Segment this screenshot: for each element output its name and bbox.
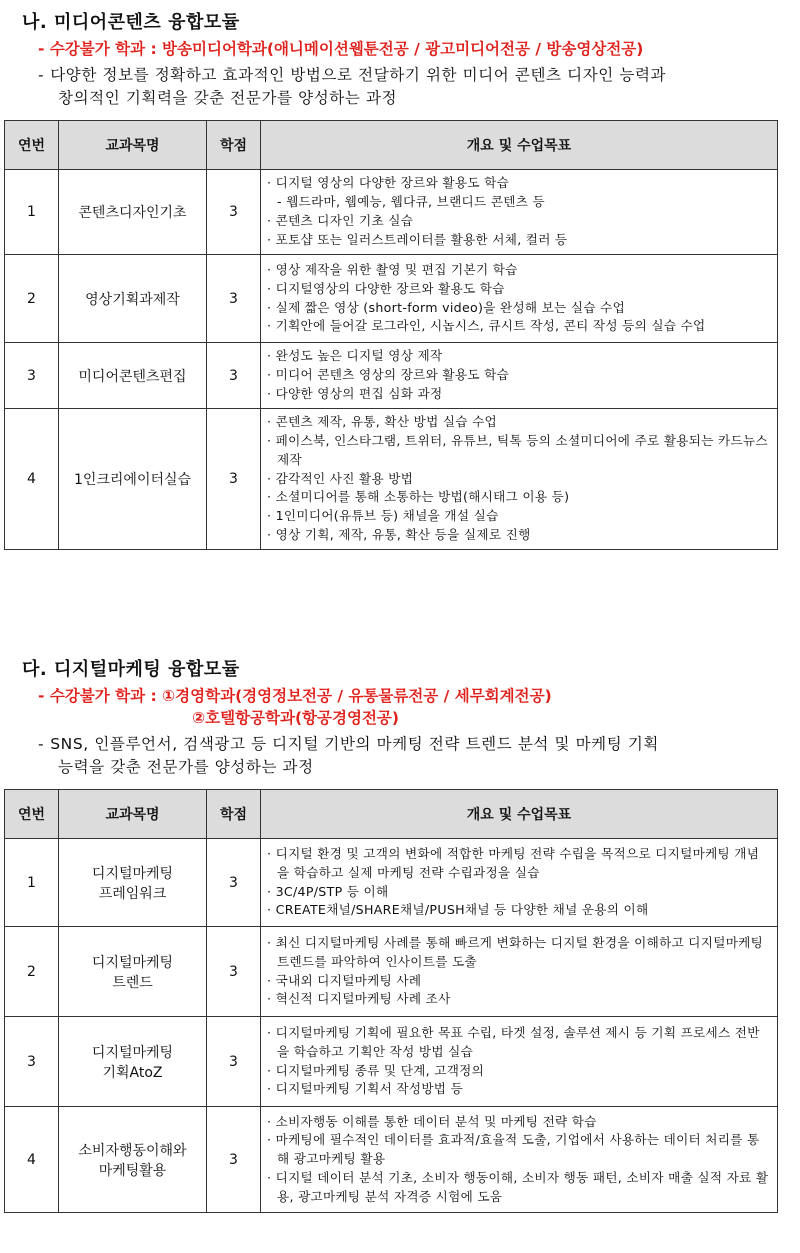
overview-item: · 콘텐츠 제작, 유통, 확산 방법 실습 수업: [267, 414, 498, 430]
restricted-line-2: ②호텔항공학과(항공경영전공): [192, 709, 399, 727]
overview-item: · 디지털 데이터 분석 기초, 소비자 행동이해, 소비자 행동 패턴, 소비자 매출 실적 자료 활용, 광고마케팅 분석 자격증 시험에 도움: [267, 1169, 769, 1204]
row-no: 3: [5, 1017, 59, 1107]
row-course-name: 미디어콘텐츠편집: [59, 343, 207, 409]
header-credit: 학점: [207, 121, 261, 170]
course-table: [4, 789, 778, 1213]
desc-dash: -: [38, 735, 45, 753]
overview-item: · 디지털영상의 다양한 장르와 활용도 학습: [267, 280, 505, 296]
overview-item: · 디지털마케팅 기획에 필요한 목표 수립, 타겟 설정, 솔루션 제시 등 기획 프로세스 전반을 학습하고 기획안 작성 방법 실습: [267, 1024, 760, 1059]
row-course-name: [59, 839, 207, 927]
course-table: [4, 120, 778, 550]
course-name-line-1: 소비자행동이해와: [78, 1142, 187, 1159]
overview-item: · 영상 제작을 위한 촬영 및 편집 기본기 학습: [267, 261, 518, 277]
module-description: [38, 733, 780, 779]
row-no: 1: [5, 170, 59, 255]
row-overview: [261, 409, 778, 550]
row-credit: 3: [207, 1017, 261, 1107]
section-media-content: [0, 8, 800, 550]
desc-line-2: 능력을 갖춘 전문가를 양성하는 과정: [58, 758, 314, 776]
row-no: 4: [5, 409, 59, 550]
desc-line-1: 다양한 정보를 정확하고 효과적인 방법으로 전달하기 위한 미디어 콘텐츠 디자인 능력과: [50, 66, 667, 84]
section-heading: 다. 디지털마케팅 융합모듈: [22, 659, 240, 680]
table-row: [5, 343, 778, 409]
table-row: [5, 170, 778, 255]
module-description: [38, 64, 780, 110]
overview-item: · 소셜미디어를 통해 소통하는 방법(해시태그 이용 등): [267, 489, 570, 505]
row-credit: 3: [207, 927, 261, 1017]
desc-dash: -: [38, 66, 45, 84]
desc-line-1: SNS, 인플루언서, 검색광고 등 디지털 기반의 마케팅 전략 트렌드 분석 및 마케팅 기획: [50, 735, 659, 753]
overview-item: · 디지털마케팅 종류 및 단계, 고객정의: [267, 1062, 485, 1078]
table-row: [5, 927, 778, 1017]
row-credit: 3: [207, 409, 261, 550]
overview-item: · 기획안에 들어갈 로그라인, 시놉시스, 큐시트 작성, 콘티 작성 등의 실습 수업: [267, 318, 706, 334]
header-course-name: 교과목명: [59, 790, 207, 839]
row-overview: [261, 170, 778, 255]
restricted-departments: [38, 685, 800, 729]
row-course-name: [59, 1017, 207, 1107]
overview-item: · 최신 디지털마케팅 사례를 통해 빠르게 변화하는 디지털 환경을 이해하고 디지털마케팅 트렌드를 파악하여 인사이트를 도출: [267, 934, 764, 969]
overview-item: · 국내외 디지털마케팅 사례: [267, 972, 422, 988]
overview-item: · 완성도 높은 디지털 영상 제작: [267, 348, 443, 364]
header-overview: 개요 및 수업목표: [261, 121, 778, 170]
course-name-line-2: 프레임워크: [98, 885, 167, 902]
overview-item: · 실제 짧은 영상 (short-form video)을 완성해 보는 실습 수업: [267, 299, 626, 315]
row-course-name: [59, 1107, 207, 1213]
section-heading: 나. 미디어콘텐츠 융합모듈: [22, 12, 240, 33]
row-overview: [261, 1017, 778, 1107]
course-name-line-2: 기획AtoZ: [102, 1064, 163, 1081]
row-no: 2: [5, 927, 59, 1017]
row-no: 2: [5, 255, 59, 343]
row-course-name: [59, 927, 207, 1017]
table-row: [5, 839, 778, 927]
course-name-line-1: 디지털마케팅: [91, 1044, 174, 1061]
section-digital-marketing: [0, 655, 800, 1213]
desc-line-2: 창의적인 기획력을 갖춘 전문가를 양성하는 과정: [58, 89, 398, 107]
overview-item: · 감각적인 사진 활용 방법: [267, 470, 414, 486]
row-overview: [261, 343, 778, 409]
table-row: [5, 1107, 778, 1213]
table-row: [5, 1017, 778, 1107]
overview-item: · 소비자행동 이해를 통한 데이터 분석 및 마케팅 전략 학습: [267, 1113, 597, 1129]
course-name-line-1: 디지털마케팅: [91, 954, 174, 971]
table-row: [5, 255, 778, 343]
overview-item: · 혁신적 디지털마케팅 사례 조사: [267, 991, 451, 1007]
overview-item: · 디지털 영상의 다양한 장르와 활용도 학습: [267, 175, 510, 191]
course-name-line-1: 디지털마케팅: [91, 865, 174, 882]
row-course-name: 콘텐츠디자인기초: [59, 170, 207, 255]
header-credit: 학점: [207, 790, 261, 839]
row-course-name: 1인크리에이터실습: [59, 409, 207, 550]
row-course-name: 영상기획과제작: [59, 255, 207, 343]
overview-item: · 다양한 영상의 편집 심화 과정: [267, 385, 443, 401]
overview-item: · 영상 기획, 제작, 유통, 확산 등을 실제로 진행: [267, 526, 531, 542]
row-no: 4: [5, 1107, 59, 1213]
row-overview: [261, 839, 778, 927]
row-overview: [261, 927, 778, 1017]
overview-item: · CREATE채널/SHARE채널/PUSH채널 등 다양한 채널 운용의 이해: [267, 902, 649, 918]
overview-item: · 콘텐츠 디자인 기초 실습: [267, 213, 414, 228]
overview-subitem: - 웹드라마, 웹예능, 웹다큐, 브랜디드 콘텐츠 등: [277, 194, 545, 210]
row-credit: 3: [207, 839, 261, 927]
overview-item: · 마케팅에 필수적인 데이터를 효과적/효율적 도출, 기업에서 사용하는 데이터 처리를 통해 광고마케팅 활용: [267, 1132, 760, 1167]
table-header-row: [5, 790, 778, 839]
header-no: 연번: [5, 121, 59, 170]
overview-item: · 3C/4P/STP 등 이해: [267, 883, 389, 899]
overview-item: · 디지털 환경 및 고객의 변화에 적합한 마케팅 전략 수립을 목적으로 디지털마케팅 개념을 학습하고 실제 마케팅 전략 수립과정을 실습: [267, 845, 760, 880]
row-overview: [261, 1107, 778, 1213]
table-row: [5, 409, 778, 550]
course-name-line-2: 트렌드: [112, 974, 153, 991]
overview-item: · 포토샵 또는 일러스트레이터를 활용한 서체, 컬러 등: [267, 231, 568, 247]
row-no: 1: [5, 839, 59, 927]
row-credit: 3: [207, 343, 261, 409]
restricted-departments: - 수강불가 학과 : 방송미디어학과(애니메이션웹툰전공 / 광고미디어전공 / 방송영상전공): [38, 40, 644, 58]
course-name-line-2: 마케팅활용: [98, 1162, 167, 1179]
overview-item: · 페이스북, 인스타그램, 트위터, 유튜브, 틱톡 등의 소셜미디어에 주로 활용되는 카드뉴스 제작: [267, 433, 768, 467]
row-overview: [261, 255, 778, 343]
overview-item: · 디지털마케팅 기획서 작성방법 등: [267, 1081, 464, 1097]
header-course-name: 교과목명: [59, 121, 207, 170]
table-header-row: [5, 121, 778, 170]
restricted-line-1: - 수강불가 학과 : ①경영학과(경영정보전공 / 유통물류전공 / 세무회계전공): [38, 687, 552, 705]
header-no: 연번: [5, 790, 59, 839]
header-overview: 개요 및 수업목표: [261, 790, 778, 839]
row-credit: 3: [207, 1107, 261, 1213]
row-credit: 3: [207, 170, 261, 255]
overview-item: · 1인미디어(유튜브 등) 채널을 개설 실습: [267, 508, 499, 524]
overview-item: · 미디어 콘텐츠 영상의 장르와 활용도 학습: [267, 367, 510, 383]
row-credit: 3: [207, 255, 261, 343]
row-no: 3: [5, 343, 59, 409]
